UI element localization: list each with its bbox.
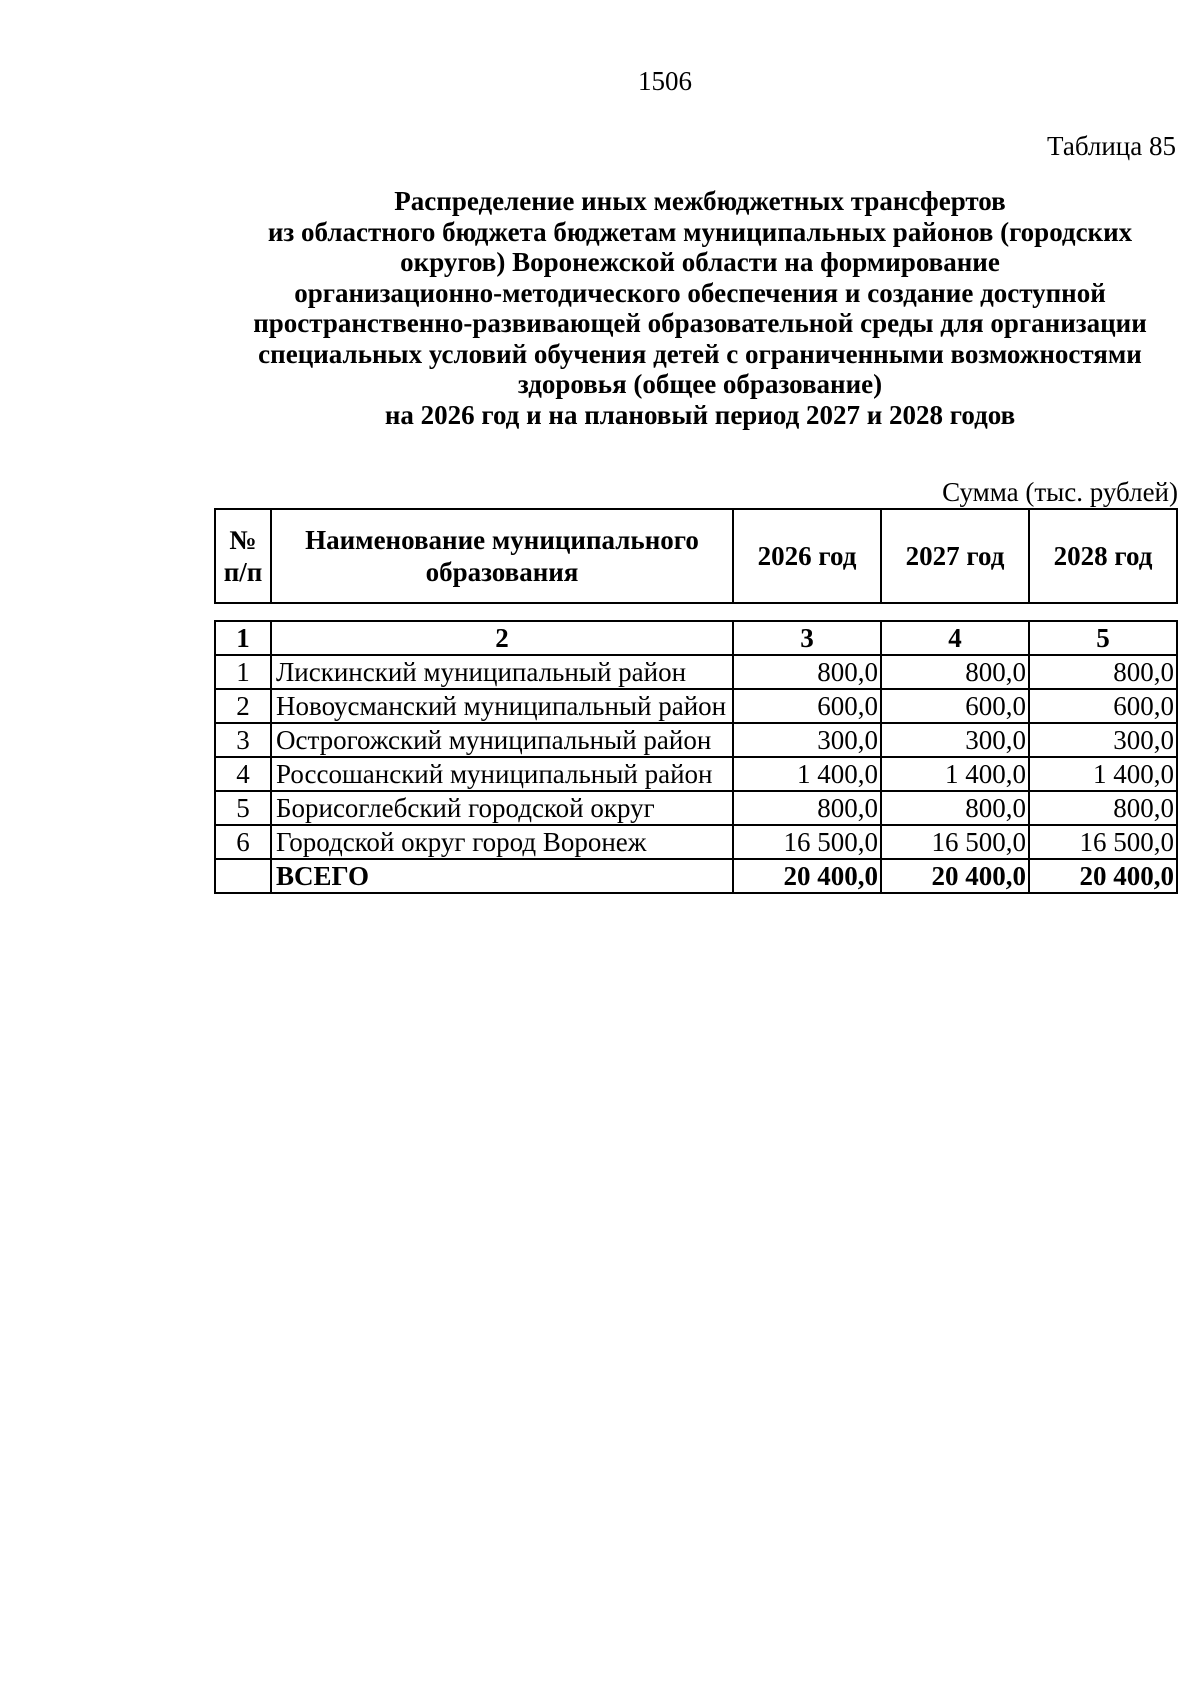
table-label: Таблица 85 bbox=[1047, 131, 1176, 161]
row-value-2028: 600,0 bbox=[1029, 689, 1177, 723]
row-value-2026: 16 500,0 bbox=[733, 825, 881, 859]
column-number: 4 bbox=[881, 621, 1029, 655]
column-number-row bbox=[215, 621, 1177, 655]
row-value-2027: 300,0 bbox=[881, 723, 1029, 757]
header-2027: 2027 год bbox=[881, 509, 1029, 603]
total-label: ВСЕГО bbox=[271, 859, 733, 893]
row-value-2027: 800,0 bbox=[881, 655, 1029, 689]
total-value-2027: 20 400,0 bbox=[881, 859, 1029, 893]
title-line: здоровья (общее образование) bbox=[517, 369, 883, 399]
row-value-2026: 800,0 bbox=[733, 791, 881, 825]
table-header bbox=[214, 508, 1178, 604]
row-index: 4 bbox=[215, 757, 271, 791]
table-row bbox=[215, 655, 1177, 689]
page-number: 1506 bbox=[638, 66, 692, 96]
table-row bbox=[215, 689, 1177, 723]
row-index: 1 bbox=[215, 655, 271, 689]
title-line: на 2026 год и на плановый период 2027 и 2028 годов bbox=[384, 399, 1016, 430]
title-line: пространственно-развивающей образовательной среды для организации bbox=[253, 308, 1147, 338]
header-num: № п/п bbox=[215, 509, 271, 603]
table-row bbox=[215, 723, 1177, 757]
table-row bbox=[215, 791, 1177, 825]
total-value-2028: 20 400,0 bbox=[1029, 859, 1177, 893]
column-number: 5 bbox=[1029, 621, 1177, 655]
data-table bbox=[214, 620, 1178, 894]
total-value-2026: 20 400,0 bbox=[733, 859, 881, 893]
row-name: Новоусманский муниципальный район bbox=[271, 689, 733, 723]
row-value-2026: 600,0 bbox=[733, 689, 881, 723]
row-value-2028: 16 500,0 bbox=[1029, 825, 1177, 859]
table-title bbox=[200, 186, 1200, 430]
table-row bbox=[215, 757, 1177, 791]
title-line: специальных условий обучения детей с ограниченными возможностями bbox=[258, 338, 1142, 369]
row-index: 5 bbox=[215, 791, 271, 825]
row-value-2026: 800,0 bbox=[733, 655, 881, 689]
row-index: 3 bbox=[215, 723, 271, 757]
row-name: Городской округ город Воронеж bbox=[271, 825, 733, 859]
row-name: Острогожский муниципальный район bbox=[271, 723, 733, 757]
row-value-2028: 800,0 bbox=[1029, 655, 1177, 689]
row-value-2026: 300,0 bbox=[733, 723, 881, 757]
row-name: Лискинский муниципальный район bbox=[271, 655, 733, 689]
title-line: округов) Воронежской области на формирование bbox=[400, 247, 1000, 277]
row-value-2027: 800,0 bbox=[881, 791, 1029, 825]
title-line: из областного бюджета бюджетам муниципальных районов (городских bbox=[267, 216, 1133, 247]
table-row bbox=[215, 825, 1177, 859]
row-value-2027: 16 500,0 bbox=[881, 825, 1029, 859]
units-note: Сумма (тыс. рублей) bbox=[942, 477, 1178, 507]
row-value-2028: 800,0 bbox=[1029, 791, 1177, 825]
total-row bbox=[215, 859, 1177, 893]
title-line: организационно-методического обеспечения и создание доступной bbox=[294, 277, 1106, 308]
total-index-cell bbox=[215, 859, 271, 893]
row-value-2028: 300,0 bbox=[1029, 723, 1177, 757]
row-value-2027: 600,0 bbox=[881, 689, 1029, 723]
row-index: 2 bbox=[215, 689, 271, 723]
column-number: 3 bbox=[733, 621, 881, 655]
column-number: 2 bbox=[271, 621, 733, 655]
row-name: Борисоглебский городской округ bbox=[271, 791, 733, 825]
row-index: 6 bbox=[215, 825, 271, 859]
row-value-2027: 1 400,0 bbox=[881, 757, 1029, 791]
header-2026: 2026 год bbox=[733, 509, 881, 603]
row-value-2028: 1 400,0 bbox=[1029, 757, 1177, 791]
column-number: 1 bbox=[215, 621, 271, 655]
header-name: Наименование муниципального образования bbox=[271, 509, 733, 603]
row-name: Россошанский муниципальный район bbox=[271, 757, 733, 791]
title-line: Распределение иных межбюджетных трансфертов bbox=[394, 186, 1006, 216]
header-2028: 2028 год bbox=[1029, 509, 1177, 603]
row-value-2026: 1 400,0 bbox=[733, 757, 881, 791]
